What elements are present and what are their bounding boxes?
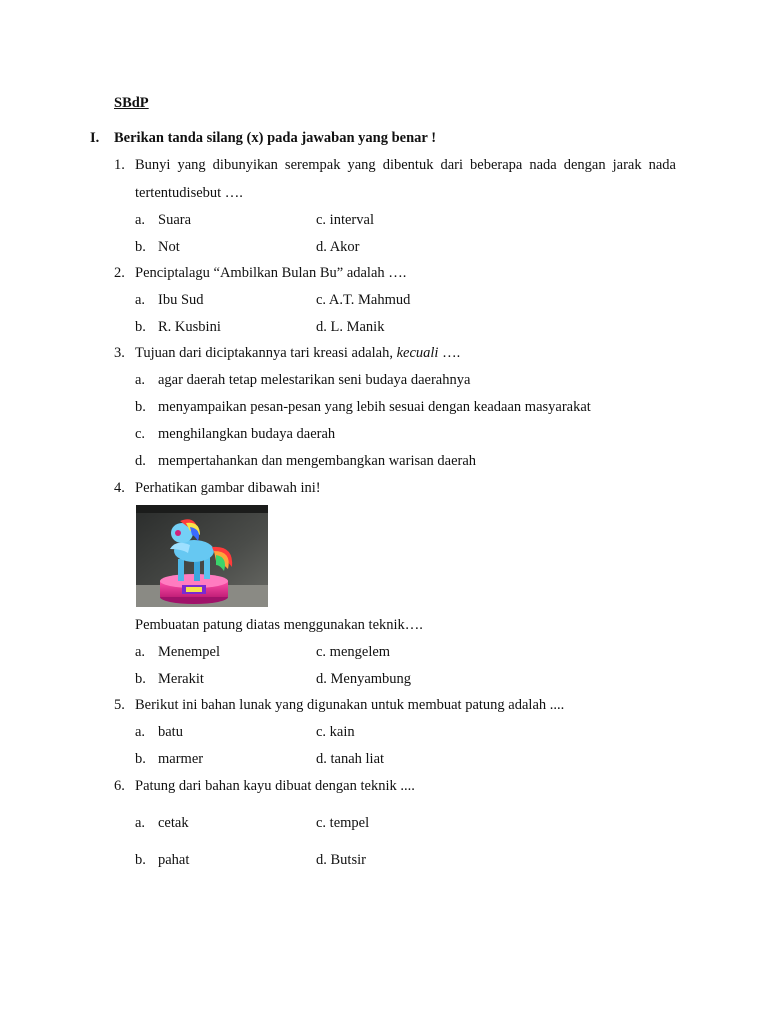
option-d[interactable]: d. Akor: [316, 239, 360, 255]
question-text: Perhatikan gambar dibawah ini!: [135, 480, 321, 496]
option-b[interactable]: Not: [158, 239, 180, 255]
question-number: 4.: [114, 480, 125, 496]
option-letter: c.: [135, 426, 146, 442]
question-number: 2.: [114, 265, 125, 281]
option-b[interactable]: Merakit: [158, 671, 204, 687]
option-letter: b.: [135, 671, 146, 687]
question-text: Patung dari bahan kayu dibuat dengan teknik ....: [135, 778, 415, 794]
option-c[interactable]: c. tempel: [316, 815, 370, 831]
question-caption: Pembuatan patung diatas menggunakan teknik….: [135, 617, 423, 633]
option-letter: b.: [135, 399, 146, 415]
option-c[interactable]: c. A.T. Mahmud: [316, 292, 411, 308]
option-b[interactable]: R. Kusbini: [158, 319, 221, 335]
option-letter: d.: [135, 453, 146, 469]
option-d[interactable]: d. tanah liat: [316, 751, 385, 767]
question-text-main: Tujuan dari diciptakannya tari kreasi adalah,: [135, 345, 397, 361]
option-a[interactable]: cetak: [158, 815, 189, 831]
option-letter: a.: [135, 644, 146, 660]
question-text: [135, 345, 460, 362]
option-b[interactable]: menyampaikan pesan-pesan yang lebih sesuai dengan keadaan masyarakat: [158, 399, 591, 415]
question-number: 1.: [114, 157, 125, 173]
question-text: Penciptalagu “Ambilkan Bulan Bu” adalah ….: [135, 265, 407, 281]
question-text-line-2: tertentudisebut ….: [135, 185, 243, 201]
option-a[interactable]: Suara: [158, 212, 192, 228]
option-letter: b.: [135, 239, 146, 255]
question-text-line-1: Bunyi yang dibunyikan serempak yang dibentuk dari beberapa nada dengan jarak nada: [135, 157, 676, 173]
pony-figurine-photo: [136, 505, 268, 607]
option-letter: a.: [135, 815, 146, 831]
option-c[interactable]: c. interval: [316, 212, 374, 228]
option-b[interactable]: pahat: [158, 852, 190, 868]
option-c[interactable]: c. mengelem: [316, 644, 391, 660]
pony-figurine-illustration: [136, 505, 268, 607]
question-number: 6.: [114, 778, 125, 794]
option-a[interactable]: agar daerah tetap melestarikan seni budaya daerahnya: [158, 372, 471, 388]
option-a[interactable]: Menempel: [158, 644, 221, 660]
option-b[interactable]: marmer: [158, 751, 204, 767]
question-text-emphasis: kecuali: [396, 345, 439, 361]
subject-title: SBdP: [114, 95, 149, 111]
option-c[interactable]: c. kain: [316, 724, 355, 740]
question-text: Berikut ini bahan lunak yang digunakan untuk membuat patung adalah ....: [135, 697, 565, 713]
section-number: I.: [90, 130, 100, 146]
section-instruction: Berikan tanda silang (x) pada jawaban yang benar !: [114, 130, 437, 146]
option-d[interactable]: d. Butsir: [316, 852, 366, 868]
option-letter: a.: [135, 724, 146, 740]
question-text-ellipsis: ….: [438, 345, 461, 361]
option-letter: b.: [135, 852, 146, 868]
option-d[interactable]: mempertahankan dan mengembangkan warisan daerah: [158, 453, 477, 469]
option-d[interactable]: d. L. Manik: [316, 319, 385, 335]
option-letter: a.: [135, 292, 146, 308]
question-number: 5.: [114, 697, 125, 713]
option-a[interactable]: batu: [158, 724, 183, 740]
option-letter: b.: [135, 751, 146, 767]
option-letter: a.: [135, 212, 146, 228]
option-letter: a.: [135, 372, 146, 388]
option-letter: b.: [135, 319, 146, 335]
option-c[interactable]: menghilangkan budaya daerah: [158, 426, 336, 442]
option-a[interactable]: Ibu Sud: [158, 292, 204, 308]
question-number: 3.: [114, 345, 125, 361]
option-d[interactable]: d. Menyambung: [316, 671, 412, 687]
